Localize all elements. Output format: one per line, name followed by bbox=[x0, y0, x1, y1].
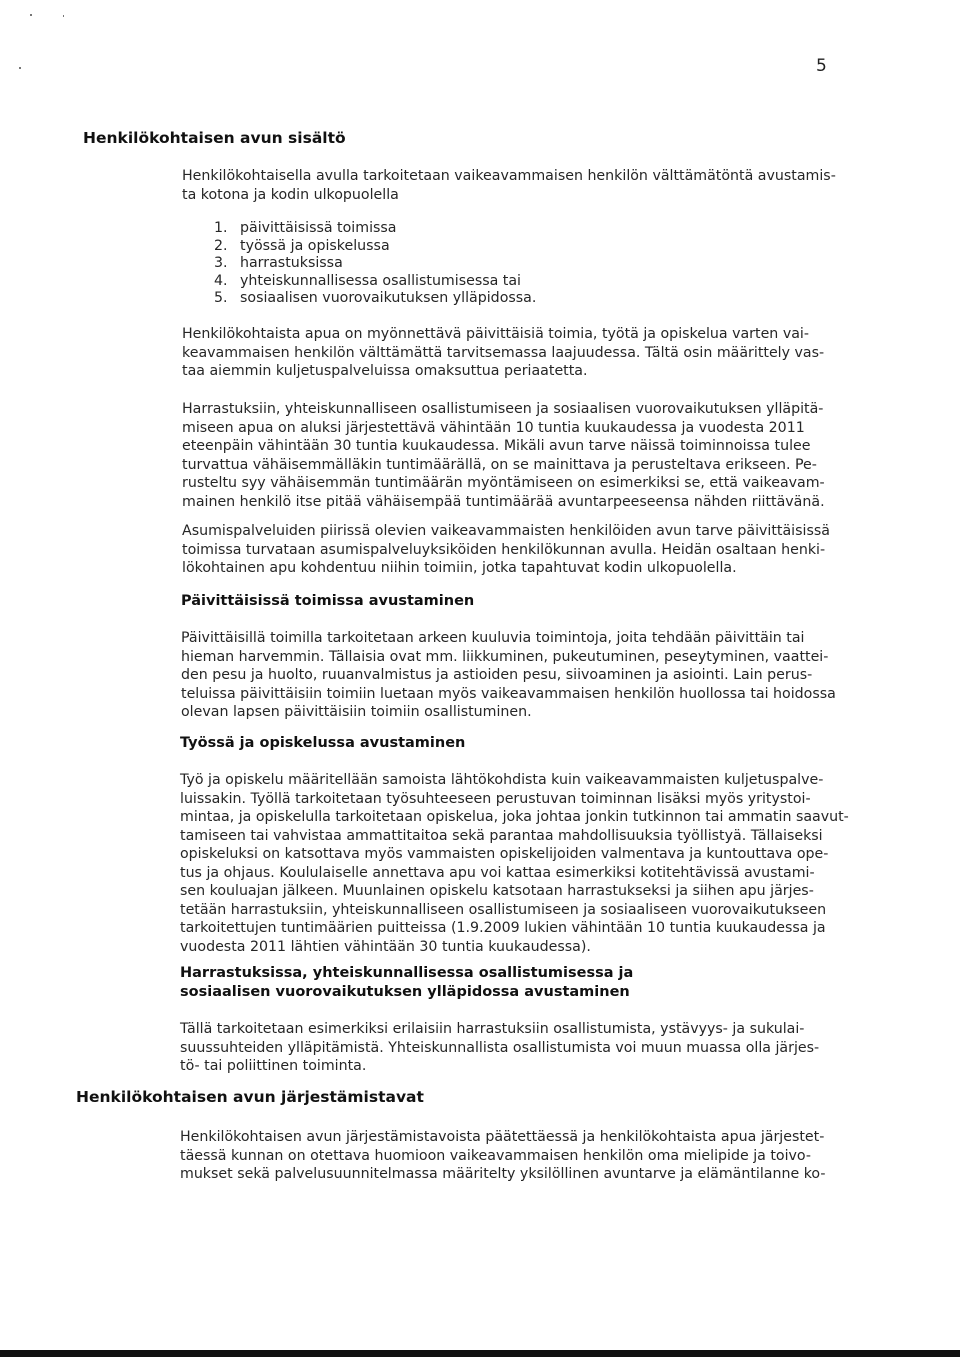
heading-arrangement-methods: Henkilökohtaisen avun järjestämistavat bbox=[76, 1088, 424, 1106]
text-line: ta kotona ja kodin ulkopuolella bbox=[182, 186, 399, 203]
heading-content: Henkilökohtaisen avun sisältö bbox=[83, 129, 346, 147]
text-line: Päivittäisillä toimilla tarkoitetaan arkeen kuuluvia toimintoja, joita tehdään päivittäin tai bbox=[181, 630, 805, 646]
text-line: mintaa, ja opiskelulla tarkoitetaan opiskelua, joka johtaa jonkin tutkinnon tai ammatin saavut- bbox=[180, 809, 849, 825]
text-line: Harrastuksiin, yhteiskunnalliseen osallistumiseen ja sosiaalisen vuorovaikutuksen ylläpitä- bbox=[182, 401, 824, 417]
text-line: eteenpäin vähintään 30 tuntia kuukaudessa. Mikäli avun tarve näissä toiminnoissa tulee bbox=[182, 438, 811, 454]
text-line: olevan lapsen päivittäisiin toimiin osallistuminen. bbox=[181, 704, 532, 720]
paragraph-hobbies-hours bbox=[182, 400, 854, 511]
paragraph-daily-activities bbox=[181, 629, 853, 722]
text-line: sen kouluajan jälkeen. Muunlainen opiskelu katsotaan harrastukseksi ja siihen apu järjes- bbox=[180, 883, 814, 899]
paragraph-work-study bbox=[180, 771, 852, 956]
text-line: luissakin. Työllä tarkoitetaan työsuhteeseen perustuvan toiminnan lisäksi myös yritystoi- bbox=[180, 790, 811, 807]
text-line: mukset sekä palvelusuunnitelmassa määritelty yksilöllinen avuntarve ja elämäntilanne ko- bbox=[180, 1166, 826, 1182]
scan-bottom-edge bbox=[0, 1350, 960, 1357]
text-line: Asumispalveluiden piirissä olevien vaikeavammaisten henkilöiden avun tarve päivittäisissä bbox=[182, 523, 830, 539]
list-item: 2. työssä ja opiskelussa bbox=[214, 237, 390, 254]
heading-work-study: Työssä ja opiskelussa avustaminen bbox=[180, 735, 466, 751]
text-line: tarkoitettujen tuntimäärien puitteissa (1.9.2009 lukien vähintään 10 tuntia kuukaudessa ja bbox=[180, 920, 826, 936]
paragraph-housing-services bbox=[182, 522, 854, 578]
text-line: teluissa päivittäisiin toimiin luetaan myös vaikeavammaisen henkilön huollossa tai hoidossa bbox=[181, 685, 836, 702]
text-line: tö- tai poliittinen toiminta. bbox=[180, 1058, 367, 1074]
heading-line: Harrastuksissa, yhteiskunnallisessa osallistumisessa ja bbox=[180, 965, 634, 981]
text-line: tus ja ohjaus. Koululaiselle annettava apu voi kattaa esimerkiksi kotitehtävissä avustami- bbox=[180, 864, 815, 881]
scan-speck bbox=[19, 67, 21, 69]
intro-paragraph bbox=[182, 167, 854, 204]
text-line: lökohtainen apu kohdentuu niihin toimiin, jotka tapahtuvat kodin ulkopuolella. bbox=[182, 560, 737, 576]
text-line: mainen henkilö itse pitää vähäisempää tuntimäärää avuntarpeeseensa nähden riittävänä. bbox=[182, 493, 825, 510]
text-line: Henkilökohtaisella avulla tarkoitetaan vaikeavammaisen henkilön välttämätöntä avustamis- bbox=[182, 168, 836, 184]
heading-hobbies-participation bbox=[180, 964, 633, 1002]
text-line: turvattua vähäisemmälläkin tuntimäärällä, on se mainittava ja perusteltava erikseen. Pe- bbox=[182, 456, 817, 473]
list-item: 5. sosiaalisen vuorovaikutuksen ylläpidossa. bbox=[214, 290, 537, 306]
text-line: taa aiemmin kuljetuspalveluissa omaksuttua periaatetta. bbox=[182, 363, 588, 379]
help-areas-list bbox=[214, 220, 536, 308]
page-number: 5 bbox=[816, 56, 827, 76]
paragraph-arrangement-methods bbox=[180, 1128, 852, 1184]
text-line: Henkilökohtaista apua on myönnettävä päivittäisiä toimia, työtä ja opiskelua varten vai- bbox=[182, 326, 809, 342]
heading-line: sosiaalisen vuorovaikutuksen ylläpidossa avustaminen bbox=[180, 984, 630, 1000]
text-line: toimissa turvataan asumispalveluyksiköiden henkilökunnan avulla. Heidän osaltaan henki- bbox=[182, 541, 826, 558]
text-line: tamiseen tai vahvistaa ammattitaitoa sekä parantaa mahdollisuuksia työllistyä. Tällaiseksi bbox=[180, 827, 823, 844]
text-line: Työ ja opiskelu määritellään samoista lähtökohdista kuin vaikeavammaisten kuljetuspalve- bbox=[180, 772, 824, 788]
text-line: rusteltu syy vähäisemmän tuntimäärän myöntämiseen on esimerkiksi se, että vaikeavam- bbox=[182, 475, 825, 491]
list-item: 1. päivittäisissä toimissa bbox=[214, 220, 397, 236]
scan-speck bbox=[30, 14, 32, 16]
text-line: miseen apua on aluksi järjestettävä vähintään 10 tuntia kuukaudessa ja vuodesta 2011 bbox=[182, 419, 805, 436]
list-item: 4. yhteiskunnallisessa osallistumisessa tai bbox=[214, 272, 521, 289]
text-line: suussuhteiden ylläpitämistä. Yhteiskunnallista osallistumista voi muun muassa olla järjes- bbox=[180, 1039, 820, 1056]
text-line: vuodesta 2011 lähtien vähintään 30 tuntia kuukaudessa). bbox=[180, 938, 591, 955]
text-line: täessä kunnan on otettava huomioon vaikeavammaisen henkilön oma mielipide ja toivo- bbox=[180, 1147, 811, 1164]
text-line: Tällä tarkoitetaan esimerkiksi erilaisiin harrastuksiin osallistumista, ystävyys- ja sukulai- bbox=[180, 1021, 805, 1037]
paragraph-hobbies-participation bbox=[180, 1020, 852, 1076]
text-line: den pesu ja huolto, ruuanvalmistus ja astioiden pesu, siivoaminen ja asiointi. Lain perus- bbox=[181, 667, 813, 683]
heading-daily-activities: Päivittäisissä toimissa avustaminen bbox=[181, 593, 475, 609]
paragraph-scope bbox=[182, 325, 854, 381]
text-line: keavammaisen henkilön välttämättä tarvitsemassa laajuudessa. Tältä osin määrittely vas- bbox=[182, 344, 825, 361]
list-item: 3. harrastuksissa bbox=[214, 255, 343, 271]
text-line: opiskeluksi on katsottava myös vammaisten opiskelijoiden valmentava ja kuntouttava ope- bbox=[180, 846, 829, 862]
text-line: tetään harrastuksiin, yhteiskunnalliseen osallistumiseen ja sosiaaliseen vuorovaikutukseen bbox=[180, 901, 827, 918]
text-line: hieman harvemmin. Tällaisia ovat mm. liikkuminen, pukeutuminen, peseytyminen, vaattei- bbox=[181, 648, 829, 665]
scan-speck bbox=[63, 15, 64, 17]
text-line: Henkilökohtaisen avun järjestämistavoista päätettäessä ja henkilökohtaista apua järjestet- bbox=[180, 1129, 825, 1145]
